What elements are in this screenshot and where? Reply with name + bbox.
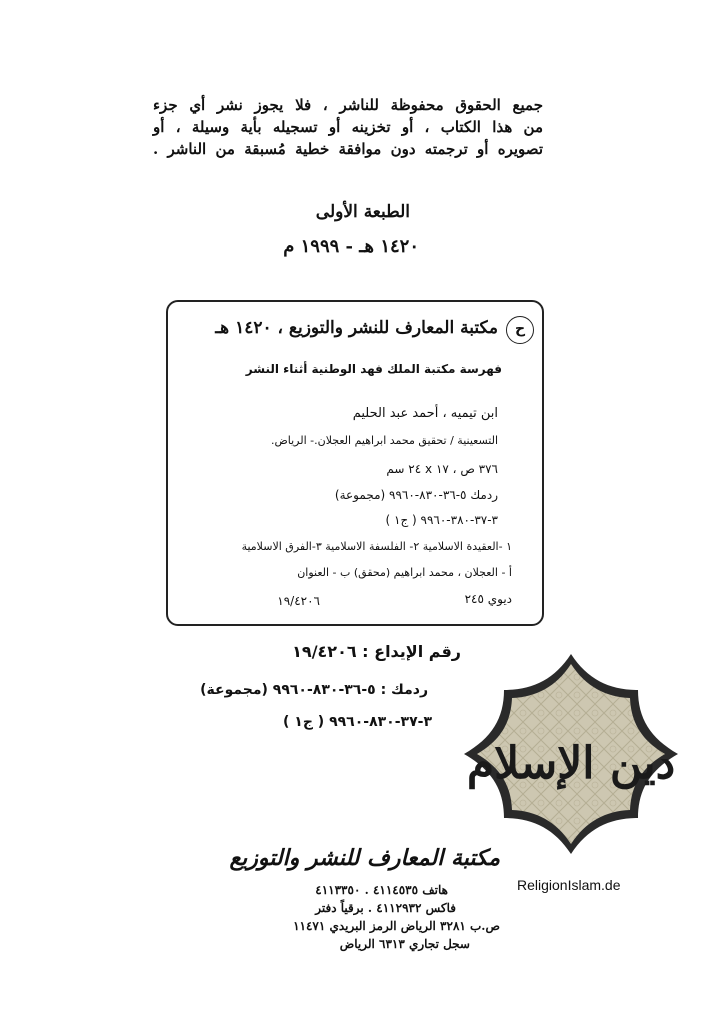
publisher-registration: سجل تجاري ٦٣١٣ الرياض (339, 937, 470, 951)
isbn-set: ردمك : ٥-٣٦-٨٣٠-٩٩٦٠ (مجموعة) (200, 682, 428, 698)
cip-subjects: ١ -العقيدة الاسلامية ٢- الفلسفة الاسلامية ٣-الفرق الاسلامية (241, 540, 512, 553)
religionislam-logo-icon (460, 650, 682, 858)
copyright-mark: ح (506, 316, 534, 344)
publisher-pobox: ص.ب ٣٢٨١ الرياض الرمز البريدي ١١٤٧١ (293, 919, 500, 933)
cataloging-in-publication-box (166, 300, 544, 626)
publication-year: ١٤٢٠ هـ - ١٩٩٩ م (283, 236, 419, 257)
publisher-fax: فاكس ٤١١٢٩٣٢ . برقياً دفتر (315, 901, 456, 915)
cip-author: ابن تيميه ، أحمد عبد الحليم (352, 406, 498, 421)
publisher-name: مكتبة المعارف للنشر والتوزيع (229, 845, 500, 871)
cip-publisher: مكتبة المعارف للنشر والتوزيع ، ١٤٢٠ هـ (215, 318, 498, 338)
deposit-number: رقم الإيداع : ١٩/٤٢٠٦ (292, 642, 461, 661)
rights-line-2: من هذا الكتاب ، أو تخزينه أو تسجيله بأية وسيلة ، أو (153, 118, 543, 136)
edition-label: الطبعة الأولى (315, 202, 410, 222)
cip-subtitle: فهرسة مكتبة الملك فهد الوطنية أثناء النشر (245, 362, 502, 376)
rights-line-3: تصويره أو ترجمته دون موافقة خطية مُسبقة من الناشر . (153, 140, 543, 158)
rights-line-1: جميع الحقوق محفوظة للناشر ، فلا يجوز نشر أي جزء (153, 96, 543, 114)
cip-isbn-volume: ٣-٣٧-٣٨٠-٩٩٦٠ ( ج١ ) (385, 513, 498, 527)
cip-isbn-set: ردمك ٥-٣٦-٨٣٠-٩٩٦٠ (مجموعة) (334, 488, 498, 502)
logo-text: دين الإسلام (466, 738, 676, 789)
cip-title: التسعينية / تحقيق محمد ابراهيم العجلان.- الرياض. (270, 434, 498, 447)
publisher-phone: هاتف ٤١١٤٥٣٥ . ٤١١٣٣٥٠ (315, 883, 448, 897)
isbn-volume: ٣-٣٧-٨٣٠-٩٩٦٠ ( ج١ ) (283, 714, 432, 730)
cip-dewey: ديوي ٢٤٥ (464, 592, 512, 606)
cip-entries: أ - العجلان ، محمد ابراهيم (محقق) ب - العنوان (297, 566, 512, 579)
site-url: ReligionIslam.de (517, 877, 621, 893)
rights-notice (153, 94, 543, 160)
cip-deposit: ١٩/٤٢٠٦ (277, 594, 320, 608)
cip-pages: ٣٧٦ ص ، ١٧ x ٢٤ سم (386, 462, 498, 476)
